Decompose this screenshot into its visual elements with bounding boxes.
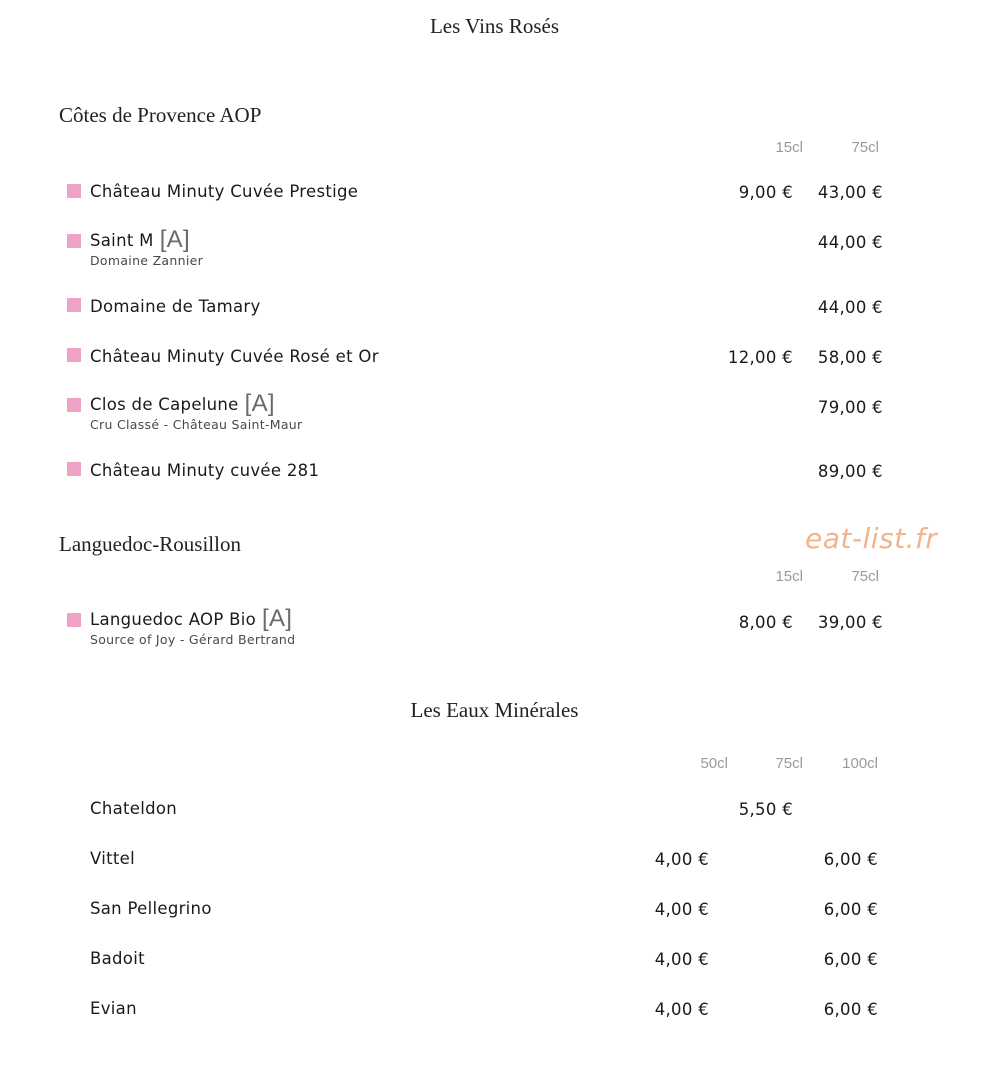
water-item-name: San Pellegrino <box>90 899 212 918</box>
wine-price-75cl: 44,00 € <box>817 233 883 252</box>
column-header-75cl: 75cl <box>851 568 879 585</box>
rose-bullet-icon <box>67 234 81 248</box>
section-title-provence: Côtes de Provence AOP <box>59 103 262 127</box>
rose-bullet-icon <box>67 398 81 412</box>
wine-item-name: Languedoc AOP Bio [A] <box>90 605 293 632</box>
wine-item-name: Clos de Capelune [A] <box>90 390 275 417</box>
section-title-languedoc: Languedoc-Rousillon <box>59 532 241 556</box>
water-item-name: Vittel <box>90 849 135 868</box>
organic-badge: [A] <box>244 390 275 417</box>
rose-bullet-icon <box>67 298 81 312</box>
wine-price-75cl: 44,00 € <box>817 298 883 317</box>
column-header-100cl: 100cl <box>842 755 878 772</box>
wine-item-name: Château Minuty Cuvée Prestige <box>90 182 359 201</box>
wine-price-15cl: 12,00 € <box>727 348 793 367</box>
organic-badge: [A] <box>262 605 293 632</box>
water-price-50cl: 4,00 € <box>654 1000 709 1019</box>
wine-item-name: Saint M [A] <box>90 226 190 253</box>
organic-badge: [A] <box>159 226 190 253</box>
wine-item-subtitle: Cru Classé - Château Saint-Maur <box>90 417 303 432</box>
rose-bullet-icon <box>67 184 81 198</box>
water-item-name: Evian <box>90 999 137 1018</box>
column-header-15cl: 15cl <box>775 139 803 156</box>
rose-bullet-icon <box>67 462 81 476</box>
water-price-100cl: 6,00 € <box>823 1000 878 1019</box>
wine-price-15cl: 8,00 € <box>738 613 793 632</box>
wine-price-75cl: 89,00 € <box>817 462 883 481</box>
wine-price-75cl: 39,00 € <box>817 613 883 632</box>
page-title: Les Vins Rosés <box>429 14 560 38</box>
section-title-waters: Les Eaux Minérales <box>410 698 579 722</box>
wine-item-subtitle: Source of Joy - Gérard Bertrand <box>90 632 296 647</box>
watermark-logo: eat-list.fr <box>805 522 938 555</box>
column-header-75cl: 75cl <box>851 139 879 156</box>
water-price-50cl: 4,00 € <box>654 900 709 919</box>
wine-price-75cl: 43,00 € <box>817 183 883 202</box>
water-price-50cl: 4,00 € <box>654 950 709 969</box>
column-header-75cl: 75cl <box>775 755 803 772</box>
water-price-100cl: 6,00 € <box>823 900 878 919</box>
rose-bullet-icon <box>67 348 81 362</box>
wine-price-15cl: 9,00 € <box>738 183 793 202</box>
water-price-100cl: 6,00 € <box>823 950 878 969</box>
rose-bullet-icon <box>67 613 81 627</box>
wine-item-name: Domaine de Tamary <box>90 297 261 316</box>
water-item-name: Badoit <box>90 949 145 968</box>
wine-item-name: Château Minuty Cuvée Rosé et Or <box>90 347 379 366</box>
water-price-100cl: 6,00 € <box>823 850 878 869</box>
water-item-name: Chateldon <box>90 799 178 818</box>
wine-price-75cl: 79,00 € <box>817 398 883 417</box>
wine-price-75cl: 58,00 € <box>817 348 883 367</box>
wine-item-subtitle: Domaine Zannier <box>90 253 204 268</box>
column-header-15cl: 15cl <box>775 568 803 585</box>
column-header-50cl: 50cl <box>700 755 728 772</box>
water-price-50cl: 4,00 € <box>654 850 709 869</box>
wine-item-name: Château Minuty cuvée 281 <box>90 461 320 480</box>
water-price-75cl: 5,50 € <box>738 800 793 819</box>
